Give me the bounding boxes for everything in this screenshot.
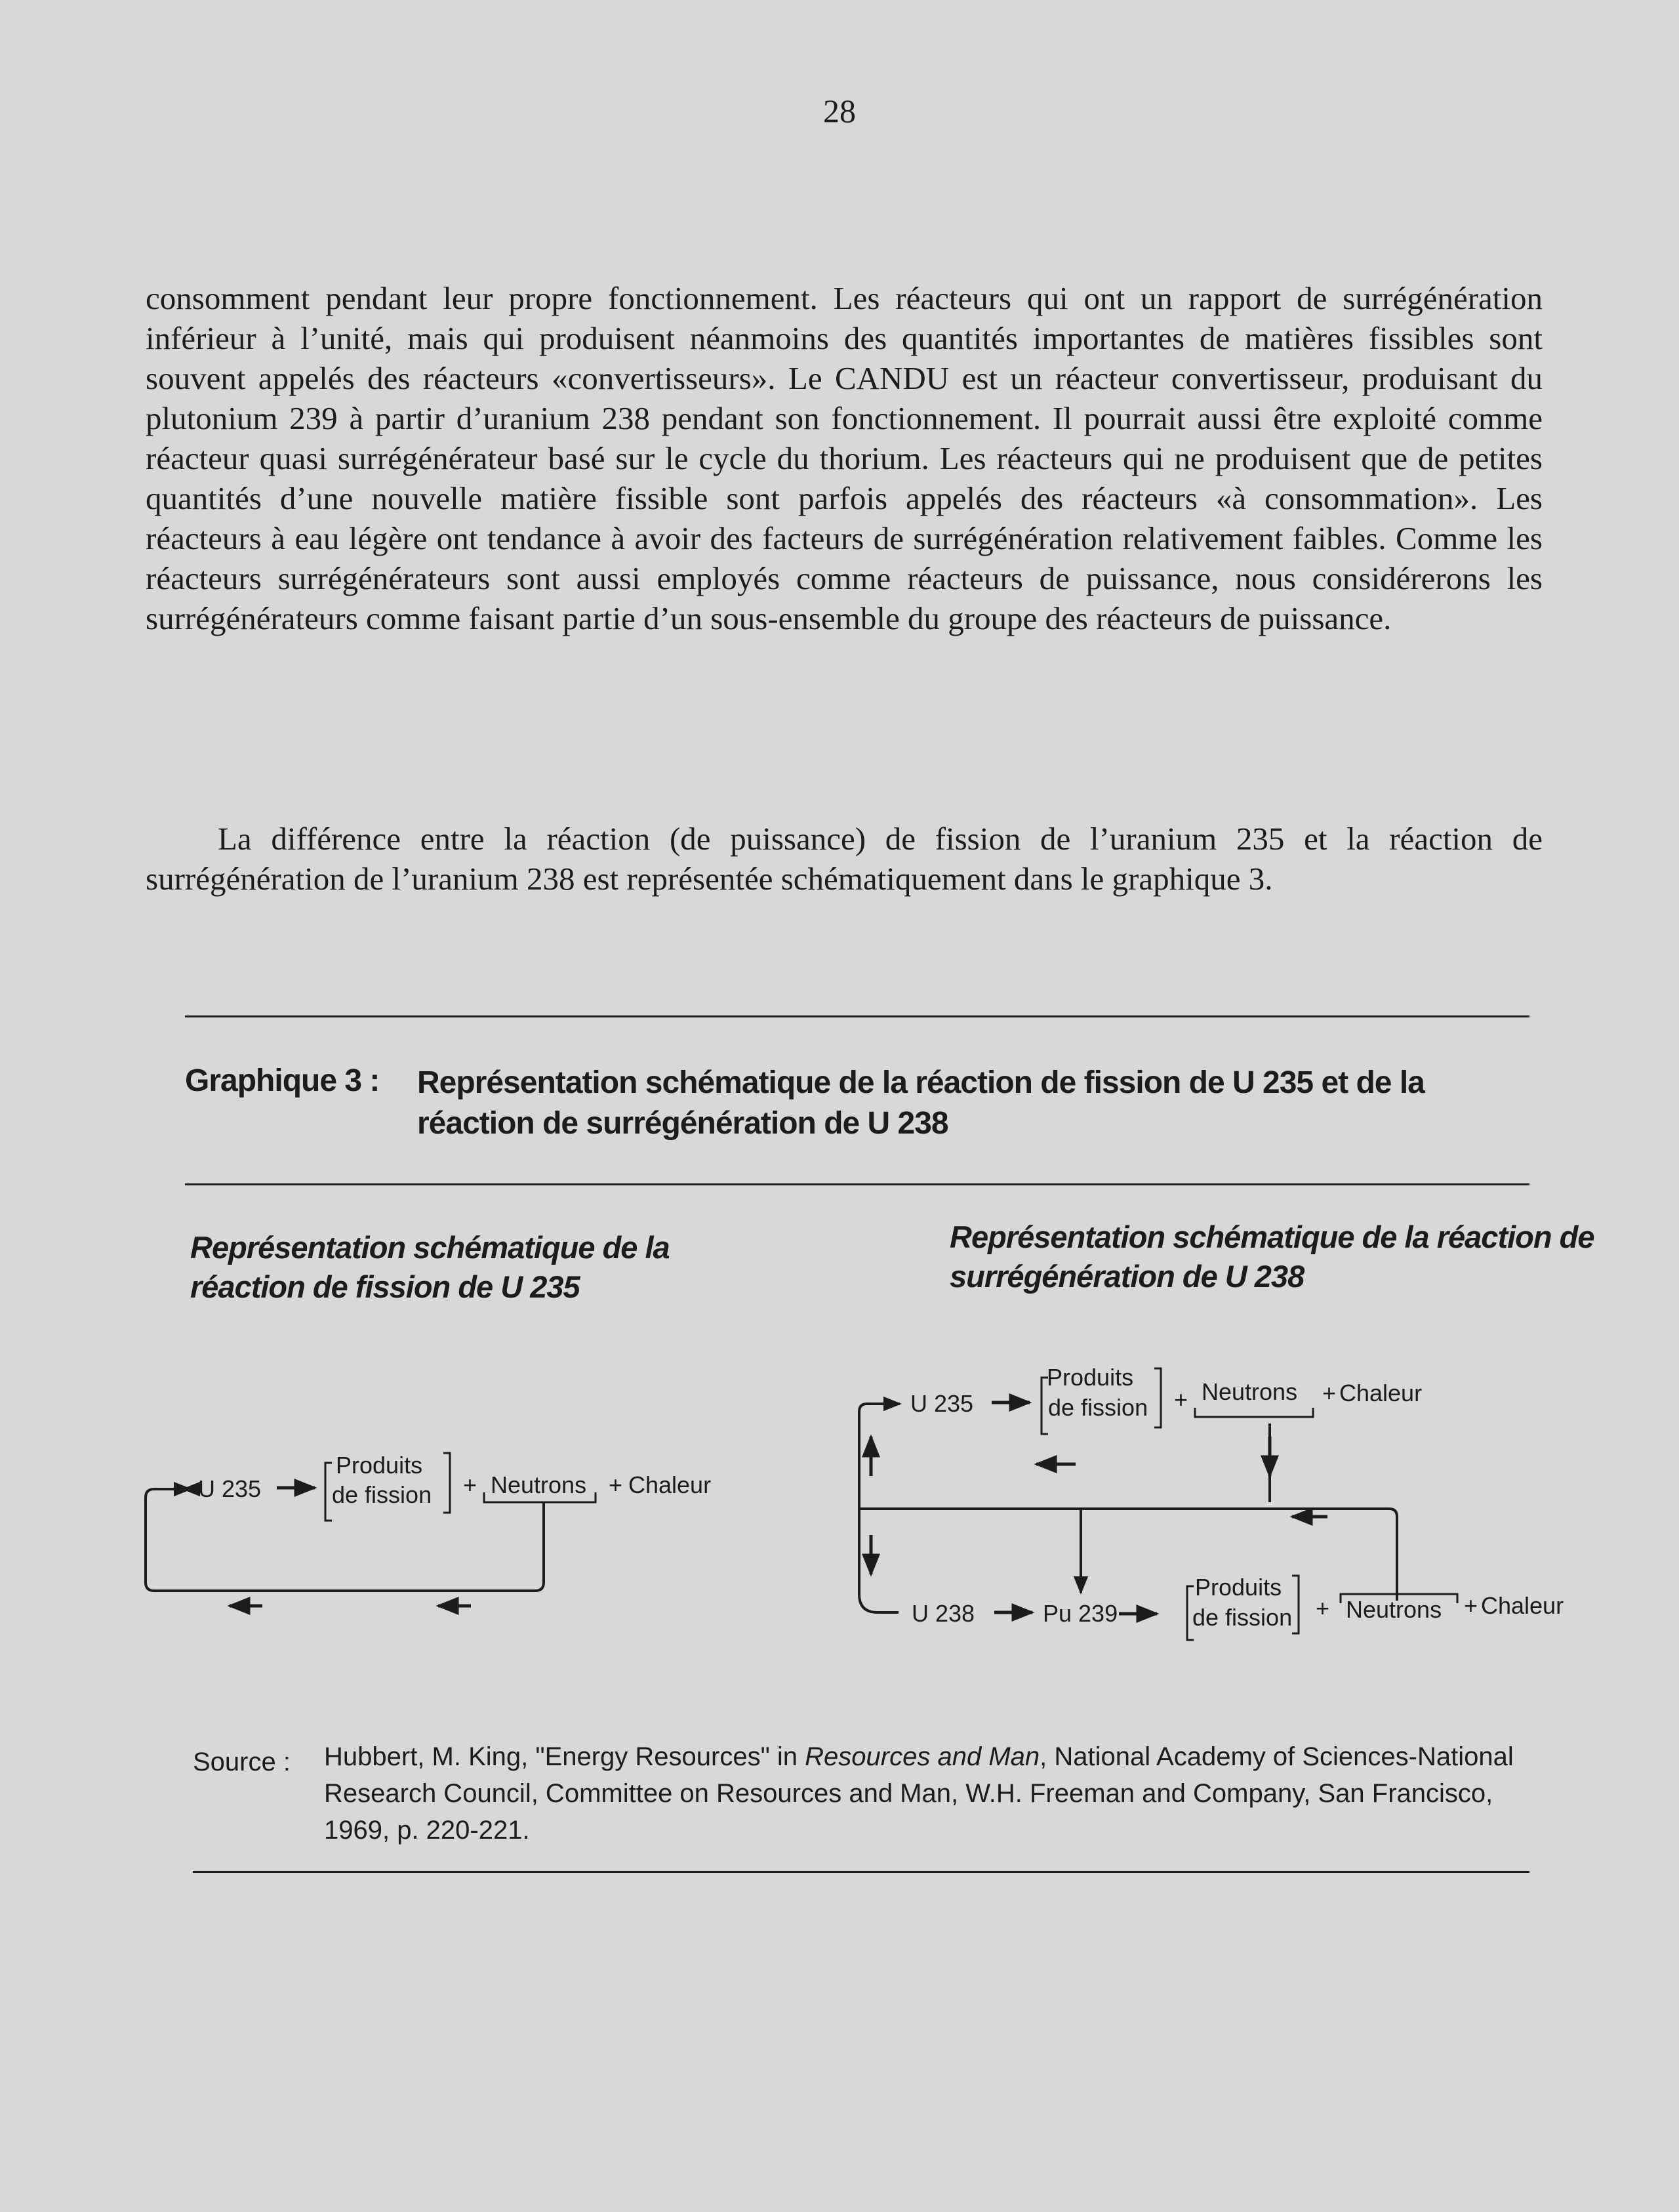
figure-title: Représentation schématique de la réaction de fission de U 235 et de la réaction de surrégénération de U 238 bbox=[417, 1065, 1425, 1141]
page-number: 28 bbox=[823, 92, 856, 129]
left-de-fission: de fission bbox=[332, 1481, 432, 1508]
figure-label: Graphique 3 : bbox=[185, 1063, 380, 1098]
source-text bbox=[324, 1738, 1544, 1849]
body-paragraph: consomment pendant leur propre fonctionnement. Les réacteurs qui ont un rapport de surrégénération inférieur à l’unité, mais qui produisent néanmoins des quantités importantes de matières fissibles sont souvent appelés des réacteurs «convertisseurs». Le CANDU est un réacteur convertisseur, produisant du plutonium 239 à partir d’uranium 238 pendant son fonctionnement. Il pourrait aussi être exploité comme réacteur quasi surrégénérateur basé sur le cycle du thorium. Les réacteurs qui ne produisent que de petites quantités d’une nouvelle matière fissible sont parfois appelés des réacteurs «à consommation». Les réacteurs à eau légère ont tendance à avoir des facteurs de surrégénération relativement faibles. Comme les réacteurs surrégénérateurs sont aussi employés comme réacteurs de puissance, nous considérerons les surrégénérateurs comme faisant partie d’un sous-ensemble du groupe des réacteurs de puissance. bbox=[146, 280, 1543, 636]
right-de-fission-bottom: de fission bbox=[1192, 1604, 1293, 1631]
source-italic-title: Resources and Man bbox=[805, 1742, 1040, 1771]
right-plus-1: + bbox=[1174, 1386, 1188, 1413]
left-chaleur: Chaleur bbox=[628, 1471, 712, 1498]
source-text-part-2: , National Academy of Sciences-National Research Council, Committee on Resources and Man, W.H. Freeman and Company, San Francisco, 1969, p. 220-221. bbox=[324, 1742, 1514, 1845]
right-diagram-title: Représentation schématique de la réaction de surrégénération de U 238 bbox=[950, 1219, 1594, 1294]
right-neutrons-top: Neutrons bbox=[1202, 1378, 1298, 1405]
left-diagram-title: Représentation schématique de la réaction de fission de U 235 bbox=[190, 1230, 670, 1304]
right-plus-3: + bbox=[1316, 1595, 1330, 1622]
right-plus-2: + bbox=[1322, 1380, 1337, 1406]
left-fission-diagram bbox=[146, 1452, 711, 1606]
right-produits-top: Produits bbox=[1047, 1364, 1134, 1391]
right-produits-bottom: Produits bbox=[1195, 1574, 1282, 1601]
right-neutrons-bottom: Neutrons bbox=[1346, 1596, 1442, 1623]
source-text-part-1: Hubbert, M. King, "Energy Resources" in bbox=[324, 1742, 805, 1771]
right-neutrons-bracket-top bbox=[1195, 1408, 1313, 1417]
right-plus-4: + bbox=[1464, 1592, 1478, 1619]
right-breeding-diagram bbox=[859, 1364, 1564, 1640]
right-u235: U 235 bbox=[910, 1390, 974, 1417]
left-u235: U 235 bbox=[198, 1475, 262, 1502]
right-neutron-return-line bbox=[859, 1423, 1397, 1601]
right-de-fission-top: de fission bbox=[1048, 1394, 1148, 1421]
right-chaleur-top: Chaleur bbox=[1339, 1380, 1423, 1406]
left-neutrons: Neutrons bbox=[491, 1471, 587, 1498]
body-paragraph: La différence entre la réaction (de puissance) de fission de l’uranium 235 et la réaction de surrégénération de l’uranium 238 est représentée schématiquement dans le graphique 3. bbox=[146, 821, 1543, 897]
left-plus-1: + bbox=[463, 1471, 477, 1498]
left-plus-2: + bbox=[609, 1471, 623, 1498]
source-label: Source : bbox=[193, 1748, 291, 1776]
right-u238: U 238 bbox=[912, 1600, 975, 1627]
right-pu239: Pu 239 bbox=[1043, 1600, 1118, 1627]
right-chaleur-bottom: Chaleur bbox=[1481, 1592, 1564, 1619]
figure-bottom-rule bbox=[193, 1871, 1529, 1873]
left-produits: Produits bbox=[336, 1452, 423, 1479]
